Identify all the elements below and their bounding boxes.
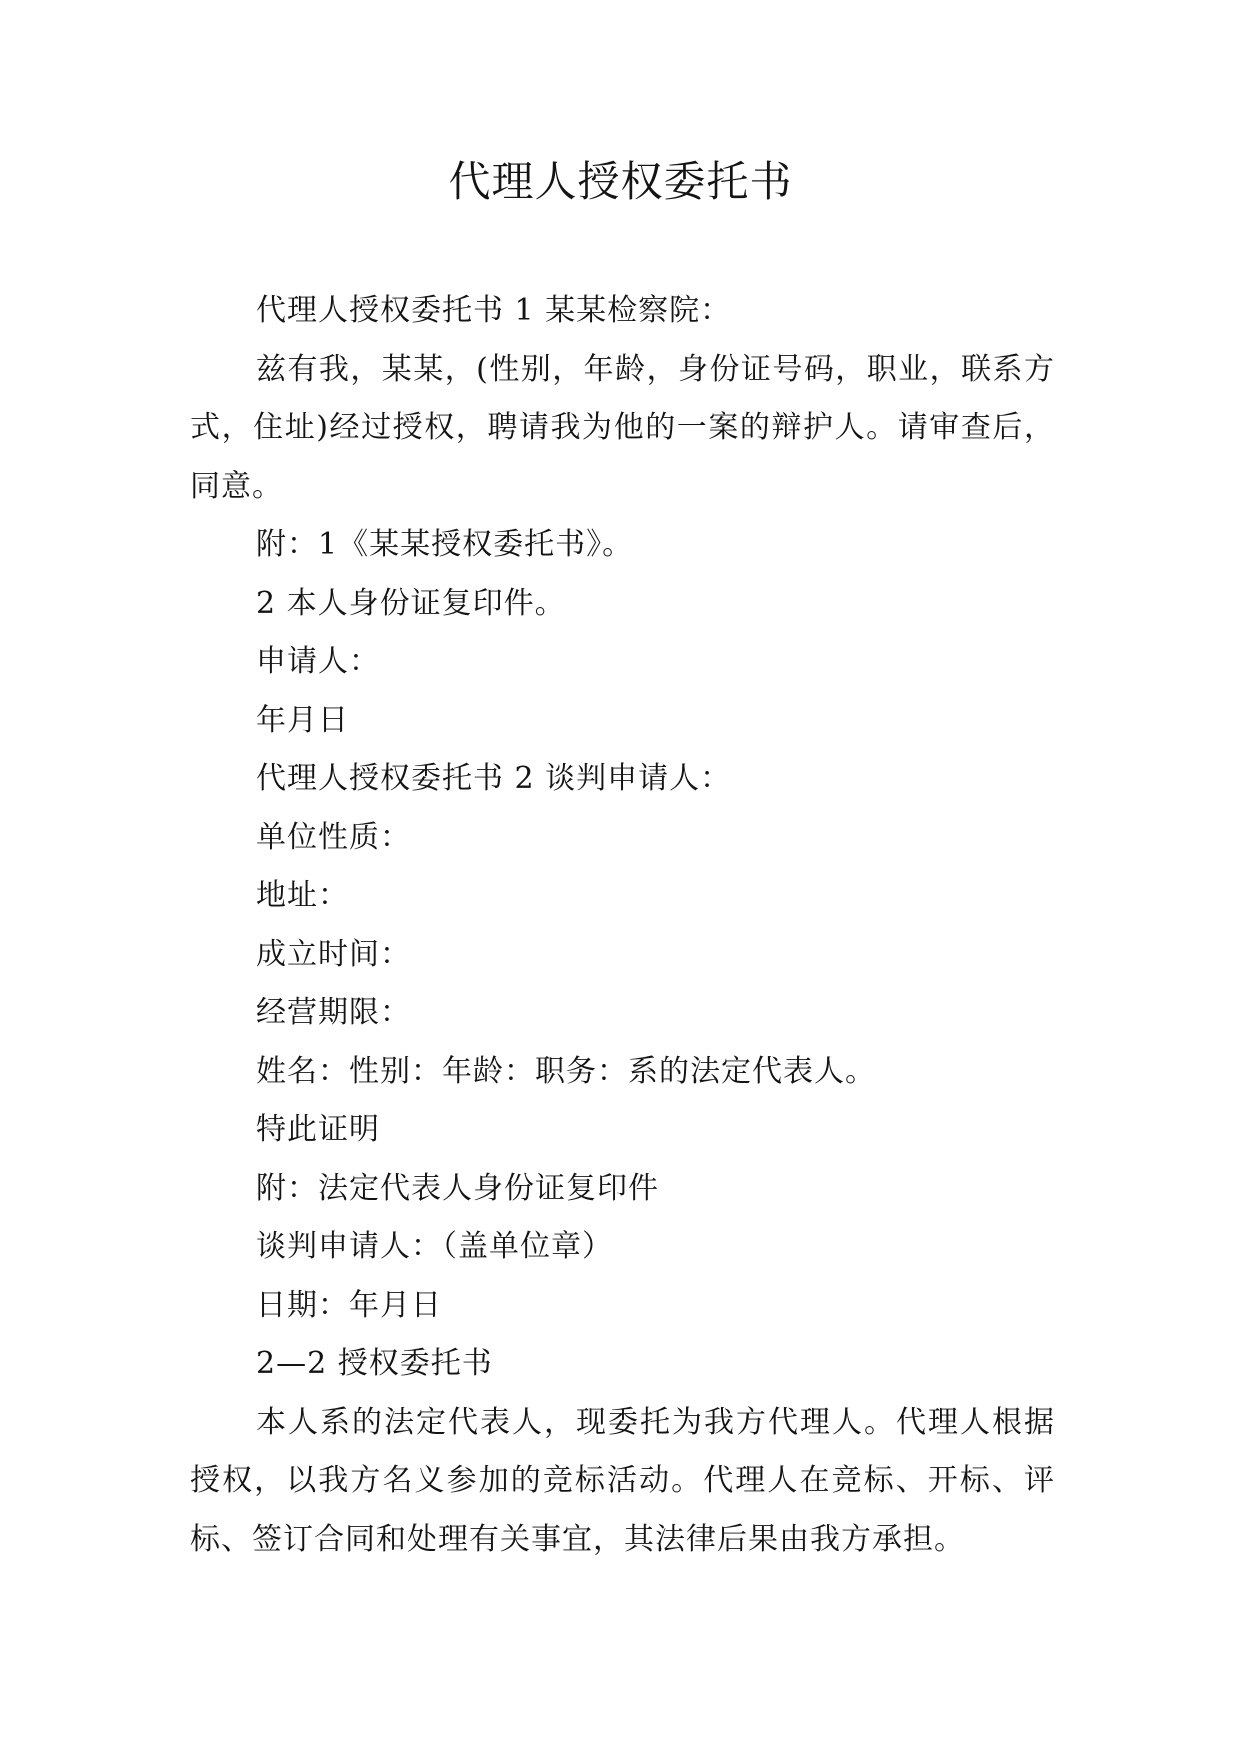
paragraph-section-2-2-heading: 2—2 授权委托书 [256,1346,493,1381]
paragraph-attachment-id-copy: 附：法定代表人身份证复印件 [256,1170,659,1206]
paragraph-applicant: 申请人： [256,644,380,679]
paragraph-established-time: 成立时间： [256,936,411,972]
paragraph-date-1: 年月日 [256,702,349,738]
paragraph-legal-representative: 姓名：性别：年龄：职务：系的法定代表人。 [256,1053,876,1089]
paragraph-attachment-2: 2 本人身份证复印件。 [256,585,566,621]
paragraph-operating-period: 经营期限： [256,995,411,1030]
paragraph-unit-nature: 单位性质： [256,819,411,855]
paragraph-address: 地址： [256,878,349,913]
paragraph-section-2-heading: 代理人授权委托书 2 谈判申请人： [256,761,732,796]
paragraph-letter-heading: 代理人授权委托书 1 某某检察院： [256,293,732,328]
document-title: 代理人授权委托书 [448,157,793,206]
paragraph-certification: 特此证明 [256,1112,380,1147]
paragraph-negotiation-applicant: 谈判申请人：（盖单位章） [256,1229,613,1264]
paragraph-attachment-1: 附：1《某某授权委托书》。 [256,527,634,562]
paragraph-statement: 兹有我，某某，(性别，年龄，身份证号码，职业，联系方式，住址)经过授权，聘请我为他的一案的辩护人。请审查后，同意。 [190,351,1055,504]
document-body [190,282,1055,1569]
paragraph-date-2: 日期：年月日 [256,1287,442,1323]
paragraph-authorization-text: 本人系的法定代表人，现委托为我方代理人。代理人根据授权，以我方名义参加的竞标活动。代理人在竞标、开标、评标、签订合同和处理有关事宜，其法律后果由我方承担。 [190,1404,1055,1557]
